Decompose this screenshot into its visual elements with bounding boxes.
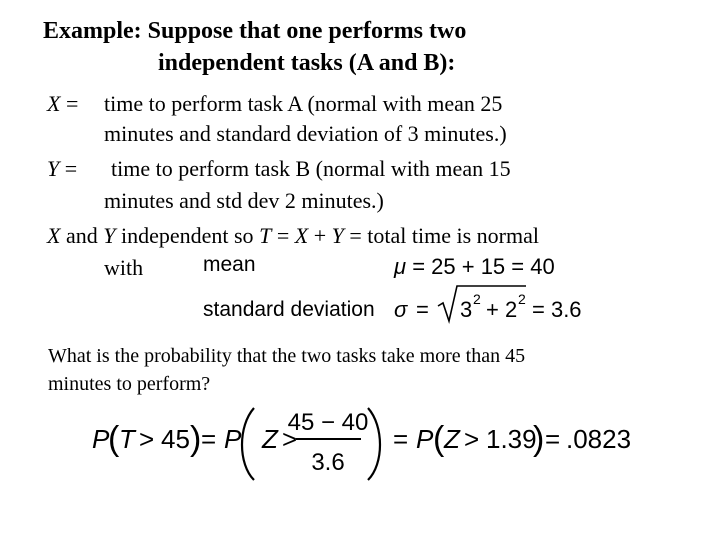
xy-plus: + [313, 223, 327, 248]
big-paren-close [368, 408, 380, 480]
fraction-denominator: 3.6 [311, 449, 345, 476]
independence-statement [47, 223, 539, 249]
sd-eq-sign: = [416, 297, 429, 322]
prob-Z2: Z [444, 424, 460, 454]
xy-indep: independent so [120, 223, 254, 248]
prob-z: 1.39 [486, 424, 537, 454]
big-paren-open [242, 408, 254, 480]
y-def-line-1: time to perform task B (normal with mean 15 [111, 156, 511, 181]
paren-open-1: ( [108, 420, 120, 458]
paren-close-2: ) [533, 420, 545, 458]
prob-45: 45 [161, 424, 190, 454]
paren-close-1: ) [190, 420, 202, 458]
y-def-line-2: minutes and std dev 2 minutes.) [104, 188, 384, 213]
mean-label: mean [203, 253, 256, 276]
sd-exp-1: 2 [473, 291, 481, 307]
xy-v5: Y [331, 223, 344, 248]
probability-equation [88, 402, 648, 482]
title-line-2: independent tasks (A and B): [158, 50, 456, 76]
question-line-2: minutes to perform? [48, 373, 211, 395]
mean-rhs: = 25 + 15 = 40 [412, 254, 555, 279]
y-var: Y [47, 156, 60, 181]
prob-T: T [119, 424, 135, 454]
prob-result: .0823 [566, 424, 632, 454]
prob-gt2: > [282, 424, 298, 454]
mean-equation [394, 254, 555, 280]
xy-rest: = total time is normal [349, 223, 539, 248]
prob-P2: P [224, 424, 242, 454]
paren-open-2: ( [433, 420, 445, 458]
sd-term-2: 2 [505, 297, 518, 322]
sigma-symbol: σ [394, 297, 408, 322]
fraction-numerator: 45 − 40 [287, 409, 369, 436]
x-def-line-1: time to perform task A (normal with mean 25 [104, 91, 503, 116]
prob-Z1: Z [262, 424, 278, 454]
x-def-line-2: minutes and standard deviation of 3 minutes.) [104, 121, 507, 146]
prob-P1: P [92, 424, 110, 454]
xy-v4: X [294, 223, 309, 248]
y-eq: = [64, 156, 78, 181]
x-definition [47, 91, 78, 117]
prob-gt3: > [464, 424, 480, 454]
sd-rhs: = 3.6 [532, 297, 582, 322]
prob-gt1: > [139, 424, 155, 454]
sd-exp-2: 2 [518, 291, 526, 307]
xy-eq1: = [276, 223, 290, 248]
sd-term-1: 3 [460, 297, 473, 322]
question-line-1: What is the probability that the two tasks take more than 45 [48, 345, 526, 367]
prob-eq2: = [393, 424, 409, 454]
x-eq: = [65, 91, 79, 116]
mu-symbol: μ [394, 254, 407, 279]
x-var: X [47, 91, 61, 116]
xy-v2: Y [103, 223, 116, 248]
prob-eq1: = [201, 424, 217, 454]
y-definition [47, 156, 77, 182]
xy-and: and [65, 223, 98, 248]
prob-eq3: = [545, 424, 561, 454]
xy-with: with [104, 255, 144, 280]
sd-equation [386, 280, 586, 330]
xy-v1: X [47, 223, 61, 248]
prob-P3: P [416, 424, 434, 454]
xy-v3: T [259, 223, 272, 248]
title-line-1: Example: Suppose that one performs two [43, 18, 467, 44]
sd-plus: + [486, 297, 499, 322]
sd-label: standard deviation [203, 298, 375, 321]
